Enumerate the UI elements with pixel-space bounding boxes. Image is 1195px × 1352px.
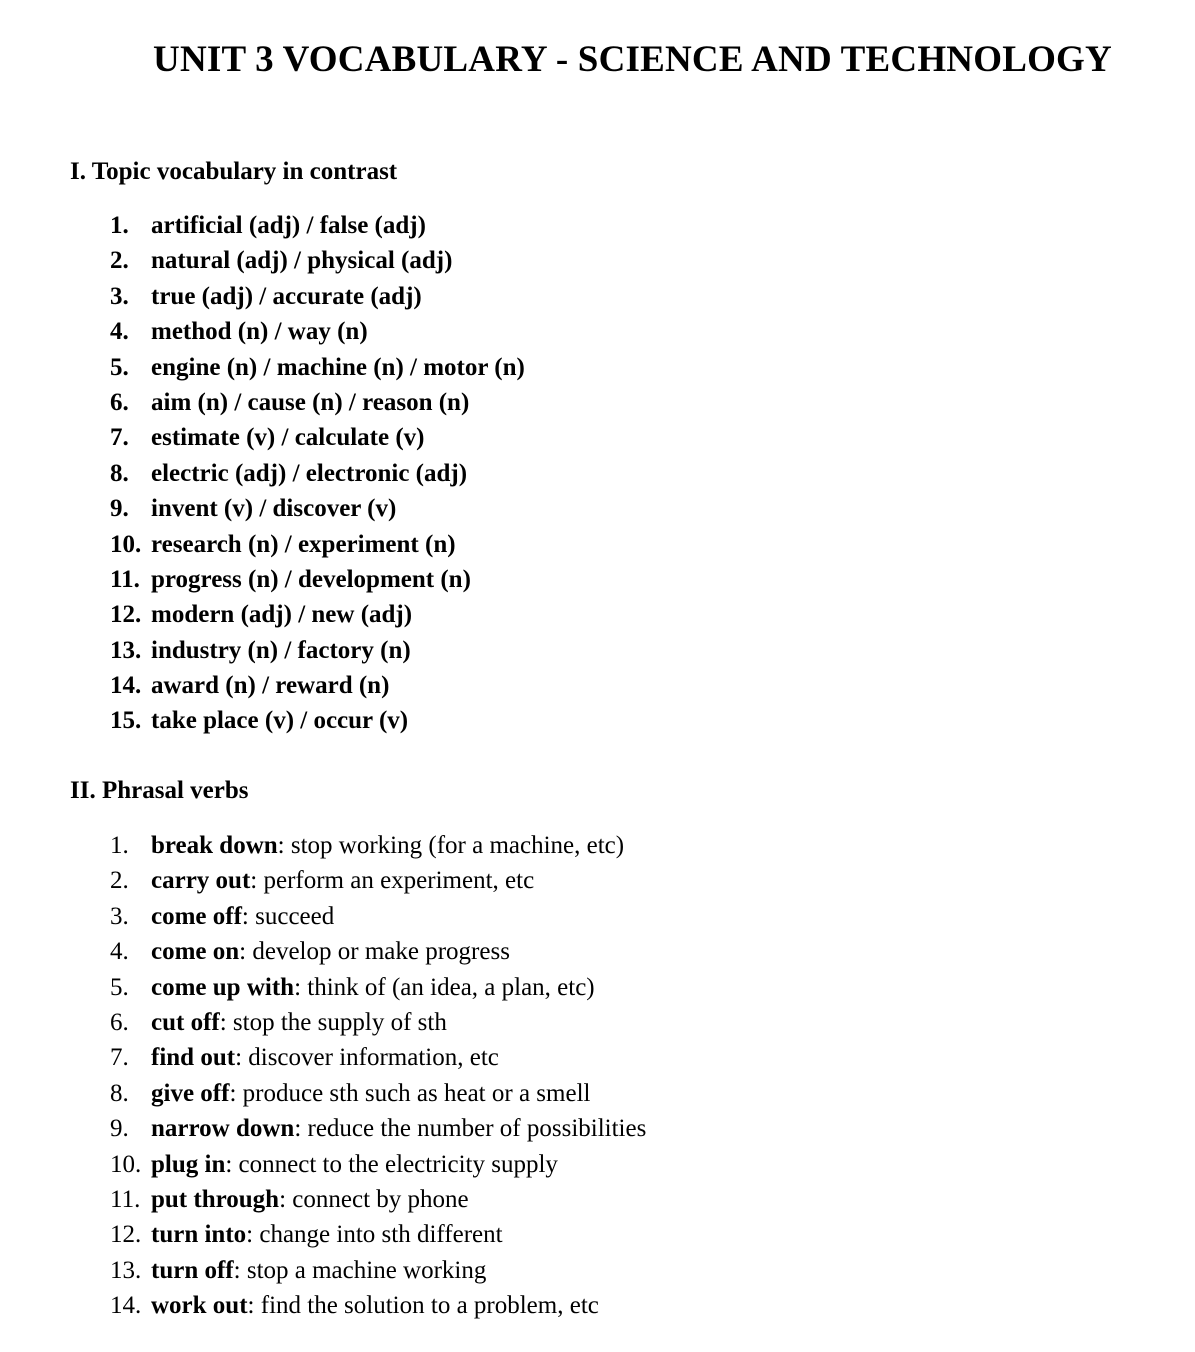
list-item [110, 1217, 646, 1252]
item-number: 3. [110, 902, 129, 930]
vocabulary-pair: artificial (adj) / false (adj) [151, 212, 426, 239]
phrasal-verb-term: come on [151, 938, 240, 966]
vocabulary-pair: take place (v) / occur (v) [151, 707, 409, 735]
phrasal-verb-term: turn off [151, 1256, 234, 1284]
list-item [110, 491, 525, 526]
list-item [110, 863, 646, 898]
item-number: 9. [110, 1115, 129, 1143]
phrasal-verb-definition: : develop or make progress [239, 938, 510, 966]
item-number: 8. [110, 1079, 129, 1107]
list-item [110, 597, 525, 632]
list-item [110, 703, 525, 738]
topic-vocabulary-list [110, 208, 525, 739]
vocabulary-pair: invent (v) / discover (v) [151, 495, 397, 523]
item-number: 6. [110, 388, 129, 416]
list-item [110, 1005, 646, 1040]
phrasal-verb-term: narrow down [151, 1115, 295, 1143]
list-item [110, 1253, 646, 1288]
phrasal-verb-term: give off [151, 1079, 230, 1107]
list-item [110, 243, 525, 278]
list-item [110, 208, 525, 243]
list-item [110, 633, 525, 668]
item-number: 11. [110, 565, 140, 593]
item-number: 11. [110, 1185, 141, 1213]
list-item [110, 828, 646, 863]
phrasal-verb-definition: : connect by phone [279, 1185, 469, 1213]
item-number: 4. [110, 938, 129, 966]
vocabulary-pair: estimate (v) / calculate (v) [151, 424, 425, 452]
vocabulary-pair: industry (n) / factory (n) [151, 636, 411, 664]
vocabulary-pair: research (n) / experiment (n) [151, 530, 456, 558]
phrasal-verb-term: turn into [151, 1221, 247, 1249]
list-item [110, 350, 525, 385]
phrasal-verb-definition: : produce sth such as heat or a smell [229, 1079, 591, 1107]
list-item [110, 1288, 646, 1323]
section-heading-topic-vocabulary: I. Topic vocabulary in contrast [70, 158, 398, 185]
item-number: 9. [110, 495, 129, 523]
list-item [110, 1147, 646, 1182]
phrasal-verb-term: come up with [151, 973, 295, 1001]
phrasal-verb-definition: : stop a machine working [233, 1256, 487, 1284]
vocabulary-pair: electric (adj) / electronic (adj) [151, 459, 468, 487]
list-item [110, 899, 646, 934]
list-item [110, 420, 525, 455]
vocabulary-pair: modern (adj) / new (adj) [151, 601, 413, 629]
phrasal-verb-definition: : succeed [241, 902, 335, 930]
item-number: 15. [110, 707, 142, 735]
list-item [110, 1111, 646, 1146]
list-item [110, 562, 525, 597]
item-number: 10. [110, 530, 142, 558]
vocabulary-pair: progress (n) / development (n) [151, 565, 471, 593]
list-item [110, 314, 525, 349]
list-item [110, 456, 525, 491]
item-number: 1. [110, 212, 129, 239]
item-number: 5. [110, 353, 129, 381]
list-item [110, 1182, 646, 1217]
item-number: 10. [110, 1150, 142, 1178]
phrasal-verb-term: carry out [151, 867, 251, 895]
list-item [110, 1076, 646, 1111]
phrasal-verb-term: put through [151, 1185, 280, 1213]
item-number: 4. [110, 318, 129, 346]
item-number: 8. [110, 459, 129, 487]
phrasal-verb-definition: : find the solution to a problem, etc [247, 1292, 599, 1320]
vocabulary-pair: method (n) / way (n) [151, 318, 368, 346]
item-number: 14. [110, 1292, 142, 1320]
section-heading-phrasal-verbs: II. Phrasal verbs [70, 777, 249, 804]
vocabulary-pair: true (adj) / accurate (adj) [151, 282, 422, 310]
phrasal-verb-definition: : think of (an idea, a plan, etc) [294, 973, 595, 1001]
phrasal-verb-term: cut off [151, 1008, 220, 1036]
phrasal-verb-term: come off [151, 902, 242, 930]
list-item [110, 279, 525, 314]
item-number: 14. [110, 672, 142, 700]
vocabulary-pair: natural (adj) / physical (adj) [151, 247, 453, 275]
item-number: 2. [110, 247, 129, 275]
item-number: 7. [110, 424, 129, 452]
list-item [110, 527, 525, 562]
phrasal-verb-term: break down [151, 832, 278, 859]
item-number: 12. [110, 1221, 142, 1249]
page-title: UNIT 3 VOCABULARY - SCIENCE AND TECHNOLOGY [153, 39, 1112, 80]
list-item [110, 934, 646, 969]
item-number: 3. [110, 282, 129, 310]
list-item [110, 1040, 646, 1075]
phrasal-verb-definition: : stop the supply of sth [219, 1008, 447, 1036]
vocabulary-pair: aim (n) / cause (n) / reason (n) [151, 388, 470, 416]
phrasal-verb-term: work out [151, 1292, 248, 1320]
list-item [110, 970, 646, 1005]
item-number: 1. [110, 832, 129, 859]
item-number: 2. [110, 867, 129, 895]
vocabulary-pair: award (n) / reward (n) [151, 672, 390, 700]
vocabulary-pair: engine (n) / machine (n) / motor (n) [151, 353, 525, 381]
list-item [110, 385, 525, 420]
item-number: 13. [110, 1256, 142, 1284]
phrasal-verb-definition: : discover information, etc [235, 1044, 499, 1072]
list-item [110, 668, 525, 703]
phrasal-verb-term: plug in [151, 1150, 226, 1178]
item-number: 13. [110, 636, 142, 664]
item-number: 12. [110, 601, 142, 629]
phrasal-verb-definition: : stop working (for a machine, etc) [277, 832, 625, 859]
item-number: 5. [110, 973, 129, 1001]
item-number: 6. [110, 1008, 129, 1036]
phrasal-verb-definition: : perform an experiment, etc [250, 867, 535, 895]
item-number: 7. [110, 1044, 129, 1072]
phrasal-verb-term: find out [151, 1044, 236, 1072]
phrasal-verb-definition: : change into sth different [246, 1221, 503, 1249]
phrasal-verb-definition: : connect to the electricity supply [225, 1150, 558, 1178]
phrasal-verb-definition: : reduce the number of possibilities [294, 1115, 647, 1143]
phrasal-verbs-list [110, 828, 646, 1323]
